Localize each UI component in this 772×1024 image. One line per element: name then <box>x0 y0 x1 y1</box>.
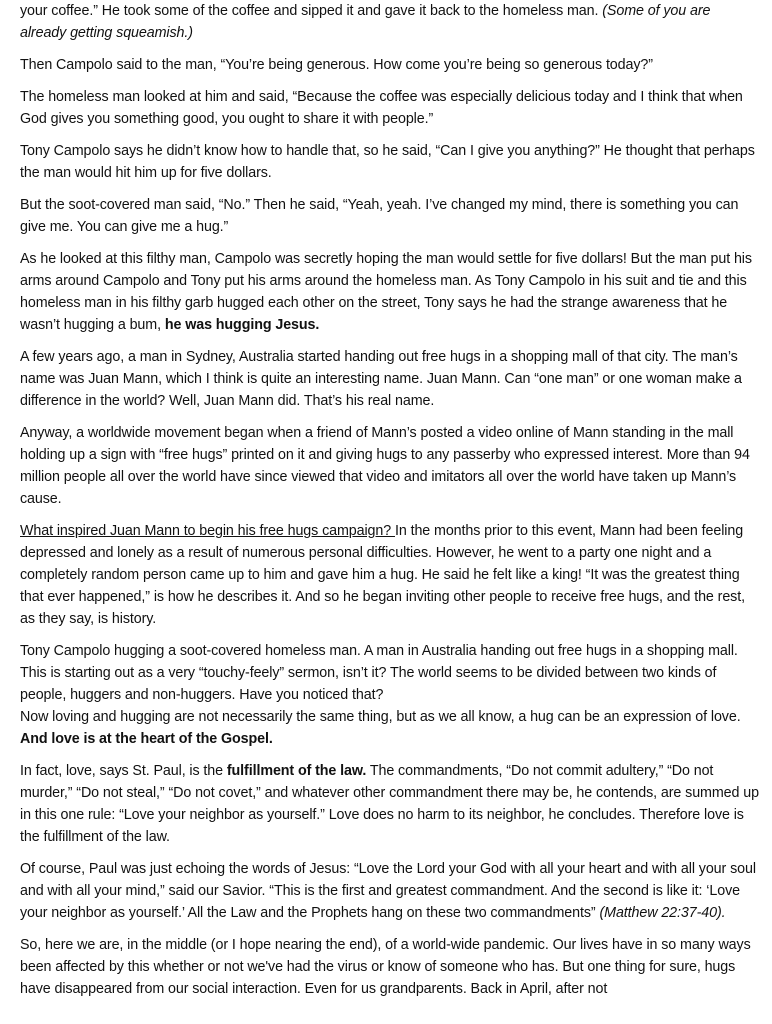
text-run: The homeless man looked at him and said, “Because the coffee was especially delicious today and I think that when God gives you something good, you ought to share it with people.” <box>20 89 743 127</box>
bold-text: fulfillment of the law. <box>226 763 367 779</box>
italic-text: (Matthew 22:37-40). <box>599 905 726 921</box>
text-run: Now loving and hugging are not necessarily the same thing, but as we all know, a hug can be an expression of love. <box>20 709 741 725</box>
text-run: The commandments, “Do not commit adultery,” “Do not murder,” “Do not steal,” “Do not covet,” and whatever other commandment there may be, he contends, are summed up in this one rule: “Love your neighbor as yourself.” Love does no harm to its neighbor, he concludes. Therefore love is the fulfillment of the law. <box>20 763 759 845</box>
text-run: your coffee.” He took some of the coffee and sipped it and gave it back to the homeless man. <box>20 3 603 19</box>
body-paragraph <box>20 760 760 848</box>
text-run: But the soot-covered man said, “No.” Then he said, “Yeah, yeah. I’ve changed my mind, there is something you can give me. You can give me a hug.” <box>20 197 739 235</box>
body-paragraph <box>20 520 760 630</box>
bold-text: he was hugging Jesus. <box>164 317 320 333</box>
body-paragraph <box>20 640 760 750</box>
underlined-text: What inspired Juan Mann to begin his free hugs campaign? <box>20 523 395 539</box>
italic-text: (Some of you are already getting squeamish.) <box>20 3 711 41</box>
body-paragraph <box>20 54 760 76</box>
text-run: So, here we are, in the middle (or I hope nearing the end), of a world-wide pandemic. Our lives have in so many ways been affected by this whether or not we've had the virus or know of someone who has. But one thing for sure, hugs have disappeared from our social interaction. Even for us grandparents. Back in April, after not <box>20 937 751 997</box>
text-run: Then Campolo said to the man, “You’re being generous. How come you’re being so generous today?” <box>20 57 653 73</box>
bold-text: And love is at the heart of the Gospel. <box>20 731 273 747</box>
text-run: As he looked at this filthy man, Campolo was secretly hoping the man would settle for five dollars! But the man put his arms around Campolo and Tony put his arms around the homeless man. As Tony Campolo in his suit and tie and this homeless man in his filthy garb hugged each other on the street, Tony says he had the strange awareness that he wasn’t hugging a bum, <box>20 251 752 333</box>
body-paragraph <box>20 422 760 510</box>
body-paragraph <box>20 934 760 1000</box>
body-paragraph <box>20 346 760 412</box>
document-page <box>20 0 760 1010</box>
text-run: A few years ago, a man in Sydney, Australia started handing out free hugs in a shopping mall of that city. The man’s name was Juan Mann, which I think is quite an interesting name. Juan Mann. Can “one man” or one woman make a difference in the world? Well, Juan Mann did. That’s his real name. <box>20 349 742 409</box>
text-run: Tony Campolo hugging a soot-covered homeless man. A man in Australia handing out free hugs in a shopping mall. This is starting out as a very “touchy-feely” sermon, isn’t it? The world seems to be divided between two kinds of people, huggers and non-huggers. Have you noticed that? <box>20 643 738 703</box>
body-paragraph <box>20 248 760 336</box>
text-run: Of course, Paul was just echoing the words of Jesus: “Love the Lord your God with all your heart and with all your soul and with all your mind,” said our Savior. “This is the first and greatest commandment. And the second is like it: ‘Love your neighbor as yourself.’ All the Law and the Prophets hang on these two commandments” <box>20 861 756 921</box>
body-paragraph <box>20 86 760 130</box>
body-paragraph <box>20 140 760 184</box>
body-paragraph <box>20 194 760 238</box>
text-run: Anyway, a worldwide movement began when a friend of Mann’s posted a video online of Mann standing in the mall holding up a sign with “free hugs” printed on it and giving hugs to any passerby who expressed interest. More than 94 million people all over the world have since viewed that video and imitators all over the world have taken up Mann’s cause. <box>20 425 750 507</box>
text-run: In fact, love, says St. Paul, is the <box>20 763 227 779</box>
body-paragraph <box>20 0 760 44</box>
body-paragraph <box>20 858 760 924</box>
text-run: Tony Campolo says he didn’t know how to handle that, so he said, “Can I give you anything?” He thought that perhaps the man would hit him up for five dollars. <box>20 143 755 181</box>
text-run: In the months prior to this event, Mann had been feeling depressed and lonely as a result of numerous personal difficulties. However, he went to a party one night and a completely random person came up to him and gave him a hug. He said he felt like a king! “It was the greatest thing that ever happened,” is how he describes it. And so he began inviting other people to receive free hugs, and the rest, as they say, is history. <box>20 523 745 627</box>
